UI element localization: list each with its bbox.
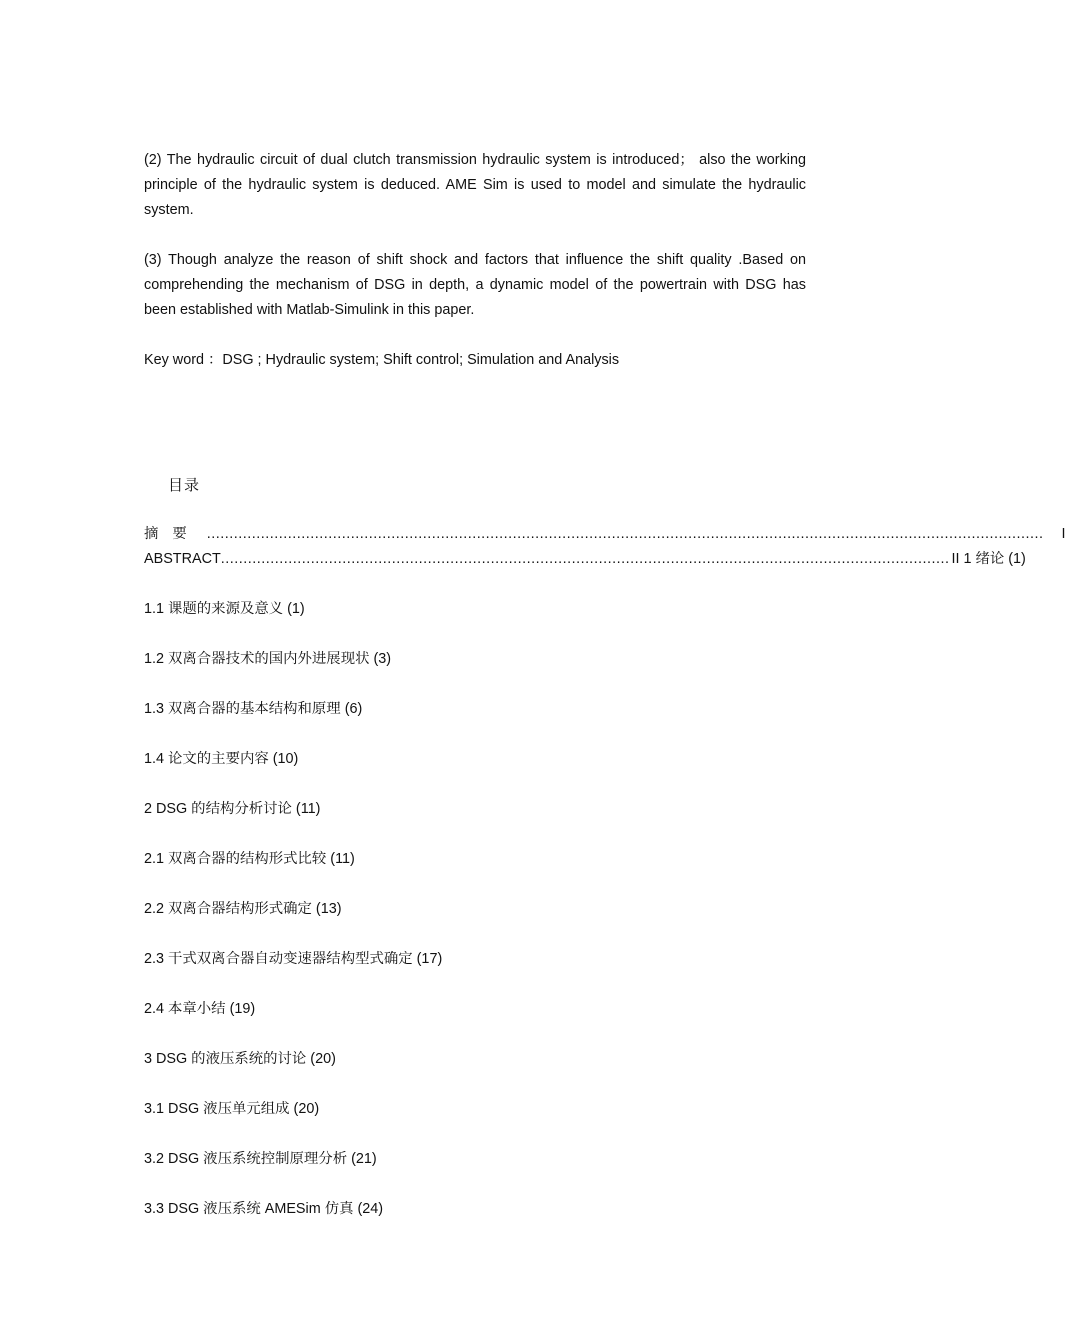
toc-line-abstract-en xyxy=(144,547,1026,572)
toc-entry: 3 DSG 的液压系统的讨论 (20) xyxy=(144,1051,336,1067)
toc-entry: 3.2 DSG 液压系统控制原理分析 (21) xyxy=(144,1151,377,1167)
toc-entry: 1.1 课题的来源及意义 (1) xyxy=(144,601,305,617)
toc-entry: 1.3 双离合器的基本结构和原理 (6) xyxy=(144,701,363,717)
toc-label-abstract-en: ABSTRACT xyxy=(144,551,221,567)
toc-page-number-and-chapter: II 1 绪论 (1) xyxy=(951,551,1026,567)
abstract-paragraph-3: (3) Though analyze the reason of shift shock and factors that influence the shift quality .Based on comprehending the mechanism of DSG in depth, a dynamic model of the powertrain with DSG has been established with Matlab-Simulink in this paper. xyxy=(144,252,806,318)
toc-leader-dots: .................................................................................................................................................................. xyxy=(220,551,950,567)
toc-label-abstract-cn: 摘要 xyxy=(144,526,201,542)
toc-entry: 2.2 双离合器结构形式确定 (13) xyxy=(144,901,342,917)
toc-entry: 2.4 本章小结 (19) xyxy=(144,1001,256,1017)
toc-entry: 2 DSG 的结构分析讨论 (11) xyxy=(144,801,321,817)
toc-entry: 1.4 论文的主要内容 (10) xyxy=(144,751,299,767)
toc-title: 目录 xyxy=(168,477,201,494)
toc-entry: 2.3 干式双离合器自动变速器结构型式确定 (17) xyxy=(144,951,443,967)
toc-line-abstract-cn xyxy=(144,522,1065,547)
keywords-line: Key word ：DSG ; Hydraulic system; Shift control; Simulation and Analysis xyxy=(144,352,620,368)
toc-leader-dots: .......................................................................................................................................................................................... xyxy=(206,526,1044,542)
toc-page-number: I xyxy=(1061,526,1065,542)
toc-entry: 2.1 双离合器的结构形式比较 (11) xyxy=(144,851,355,867)
toc-entry: 1.2 双离合器技术的国内外进展现状 (3) xyxy=(144,651,392,667)
toc-entry: 3.3 DSG 液压系统 AMESim 仿真 (24) xyxy=(144,1201,384,1217)
toc-entry: 3.1 DSG 液压单元组成 (20) xyxy=(144,1101,320,1117)
abstract-section xyxy=(144,148,806,373)
abstract-paragraph-2: (2) The hydraulic circuit of dual clutch transmission hydraulic system is introduced； also the working principle of the hydraulic system is deduced. AME Sim is used to model and simulate the hydraulic system. xyxy=(144,152,806,218)
table-of-contents xyxy=(144,522,1065,1247)
